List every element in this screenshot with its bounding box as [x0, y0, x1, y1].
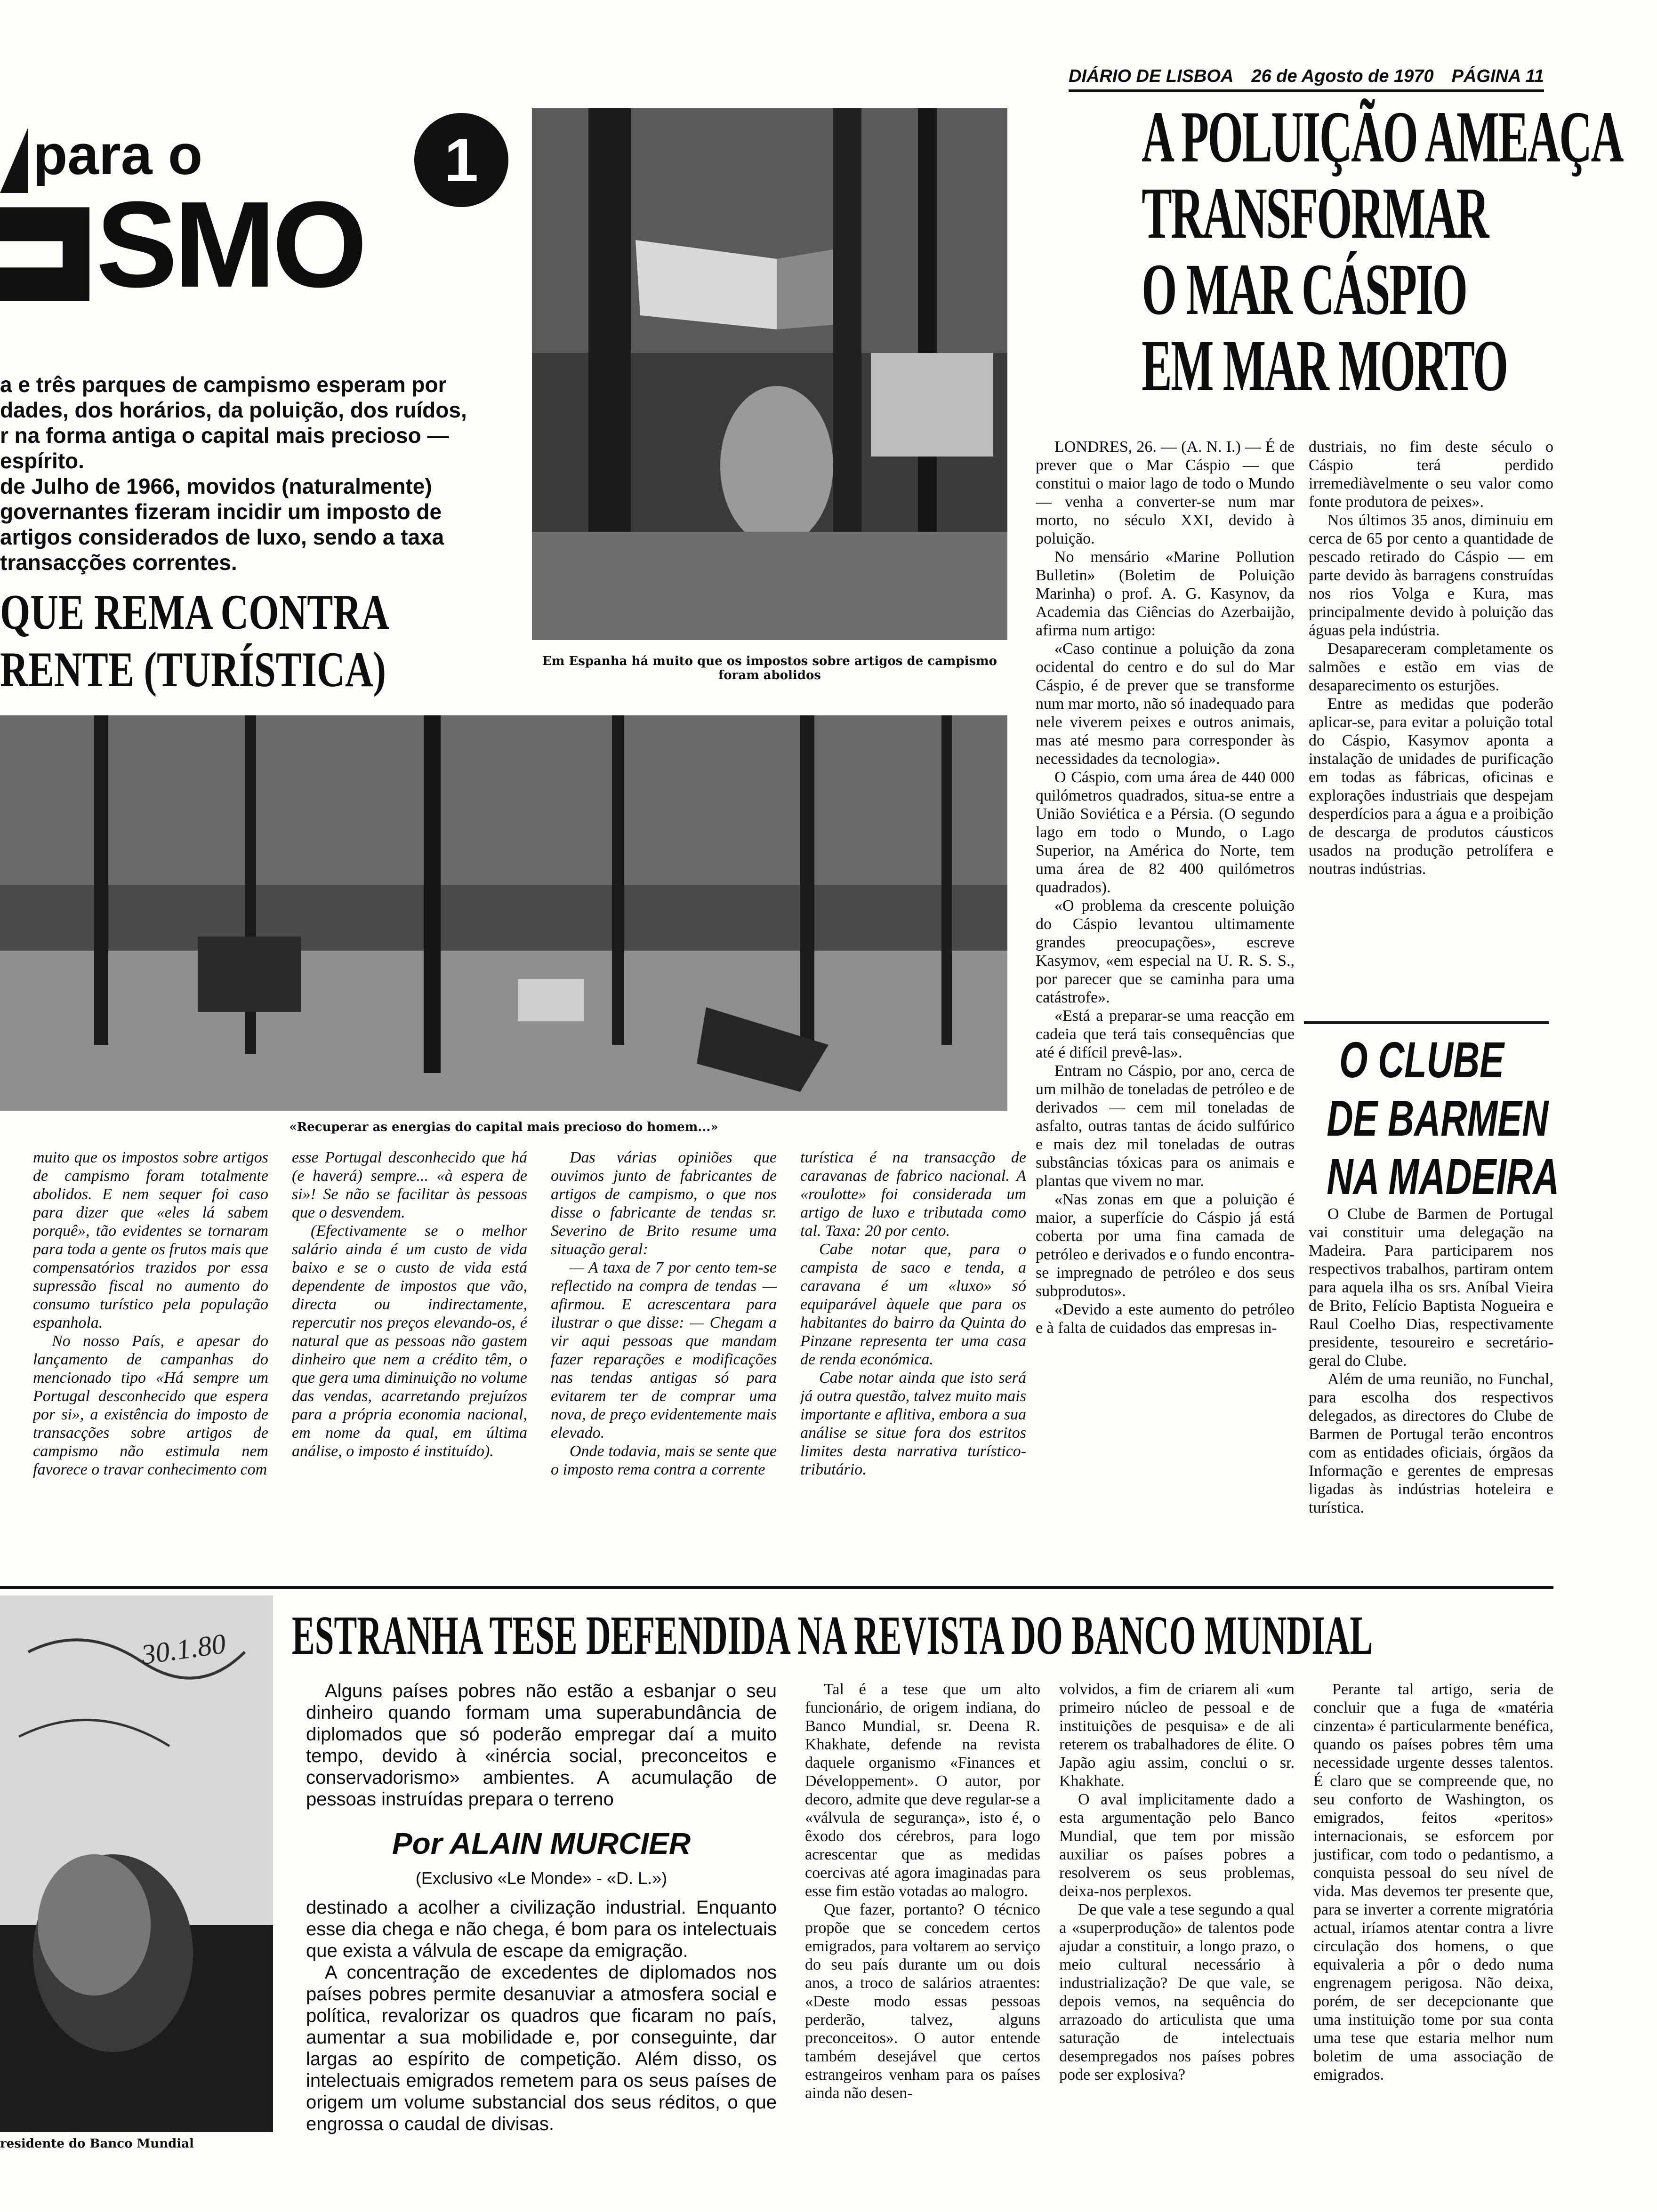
deck-line: artigos considerados de luxo, sendo a taxa — [0, 525, 444, 549]
campismo-col-4: turística é na transacção de caravanas de fabrico nacional. A «roulotte» foi considerada um artigo de luxo e tributada como tal. Taxa: 20 por cento. Cabe notar que, para o campista de saco e tenda, a caravana é um «luxo» só equiparável àquele que para os habitantes do bairro da Quinta do Pinzane representa ter uma casa de renda económica. Cabe notar ainda que isto será já outra questão, talvez muito mais importante e aflitiva, embora a sua análise se situe fora dos estritos limites desta narrativa turístico-tributário. — [800, 1149, 1026, 1478]
caspio-col-2: dustriais, no fim deste século o Cáspio terá perdido irremediàvelmente o seu valor como fonte produtora de peixes». Nos últimos 35 anos, diminuiu em cerca de 65 por cento a quantidade de pescado retirado do Cáspio — em parte devido às barragens construídas nos rios Volga e Kura, mas principalmente devido à poluição das águas pela indústria. Desapareceram completamente os salmões e estão em vias de desaparecimento os esturjões. Entre as medidas que poderão aplicar-se, para evitar a poluição total do Cáspio, Kasymov aponta a instalação de unidades de purificação em todas as fábricas, oficinas e explorações industriais que despejam desperdícios para a água e a proibição de descarga de produtos cáusticos usados na produção petrolífera e noutras indústrias. — [1309, 438, 1553, 878]
deck-line: dades, dos horários, da poluição, dos ruídos, — [0, 398, 467, 422]
exclusive-note: (Exclusivo «Le Monde» - «D. L.») — [415, 1868, 668, 1888]
campismo-kicker — [0, 113, 518, 313]
clube-headline: O CLUBE DE BARMEN NA MADEIRA — [1327, 1031, 1560, 1205]
banco-col-4: Perante tal artigo, seria de concluir que a fuga de «matéria cinzenta» é particularmente benéfica, quando os países pobres têm uma necessidade urgente desses talentos. É claro que se compreende que, no seu conforto de Washington, os emigrados, feitos «peritos» internacionais, se esforcem por justificar, com todo o pedantismo, a conquista pessoal do seu nível de vida. Mas devemos ter presente que, para se inverter a corrente migratória actual, iríamos atentar contra a livre circulação dos homens, o que equivaleria a pôr o dedo numa engrenagem perigosa. Não deixa, porém, de ser decepcionante que uma instituição tome por sua conta uma tese que estaria melhor num boletim de uma associação de emigrados. — [1313, 1681, 1553, 2084]
photo-campsite-forest — [0, 715, 1007, 1111]
masthead — [1069, 60, 1544, 92]
caspio-headline: A POLUIÇÃO AMEAÇA TRANSFORMAR O MAR CÁSPIO EM MAR MORTO — [1142, 96, 1623, 406]
kicker-top: para o — [33, 123, 203, 186]
campismo-col-3: Das várias opiniões que ouvimos junto de fabricantes de artigos de campismo, o que nos disse o fabricante de tendas sr. Severino de Brito resume uma situação geral: — A taxa de 7 por cento tem-se reflectido na compra de tendas — afirmou. E acrescentara para ilustrar o que disse: — Chegam a vir aqui pessoas que mandam fazer reparações e modificações nas tendas antigas só para evitarem ter de comprar uma nova, de preço evidentemente mais elevado. Onde todavia, mais se sente que o imposto rema contra a corrente — [551, 1149, 777, 1478]
deck-line: transacções correntes. — [0, 550, 237, 575]
kicker-main: SMO — [0, 184, 363, 306]
section-divider — [0, 1586, 1553, 1589]
clube-body: O Clube de Barmen de Portugal vai constituir uma delegação na Madeira. Para participarem nos respectivos trabalhos, partiram ontem para aquela ilha os srs. Aníbal Vieira de Brito, Felício Baptista Nogueira e Raul Coelho Dias, respectivamente presidente, tesoureiro e secretário-geral do Clube. Além de uma reunião, no Funchal, para escolha dos respectivos delegados, as directores do Clube de Barmen de Portugal terão encontros com as entidades oficiais, órgãos da Informação e gerentes de empresas ligadas às indústrias hoteleira e turística. — [1309, 1205, 1553, 1516]
caspio-col-1: LONDRES, 26. — (A. N. I.) — É de prever que o Mar Cáspio — que constitui o maior lago de todo o Mundo — venha a converter-se num mar morto, no século XXI, devido à poluição. No mensário «Marine Pollution Bulletin» (Boletim de Poluição Marinha) o prof. A. G. Kasynov, da Academia das Ciências do Azerbaijão, afirma num artigo: «Caso continue a poluição da zona ocidental do centro e do sul do Mar Cáspio, é de prever que se transforme num mar morto, não só inadequado para nele viverem peixes e outros animais, mas até mesmo para corresponder às necessidades da tecnologia». O Cáspio, com uma área de 440 000 quilómetros quadrados, situa-se entre a União Soviética e a Pérsia. (O segundo lago em todo o Mundo, o Lago Superior, na América do Norte, tem uma área de 82 400 quilómetros quadrados). «O problema da crescente poluição do Cáspio levantou ultimamente grandes preocupações», escreve Kasymov, «em especial na U. R. S. S., por parecer que se caminha para uma catástrofe». «Está a preparar-se uma reacção em cadeia que terá tais consequências que até é difícil prevê-las». Entram no Cáspio, por ano, cerca de um milhão de toneladas de petróleo e de derivados — cem mil toneladas de asfalto, outras tantas de ácido sulfúrico e mais dez mil toneladas de outras substâncias tóxicas para os animais e plantas que vivem no mar. «Nas zonas em que a poluição é maior, a superfície do Cáspio já está coberta por uma fina camada de petróleo e derivados e o fundo encontra-se impregnado de petróleo e dos seus subprodutos». «Devido a este aumento do petróleo e à falta de cuidados das empresas in- — [1036, 438, 1295, 1337]
photo-tent-camper — [532, 108, 1007, 640]
byline: Por ALAIN MURCIER — [392, 1827, 691, 1860]
deck-line: r na forma antiga o capital mais precioso — — [0, 423, 449, 448]
banco-lede-continued: destinado a acolher a civilização industrial. Enquanto esse dia chega e não chega, é bom para os intelectuais que exista a válvula de escape da emigração. A concentração de excedentes de diplomados nos países pobres permite desanuviar a atmosfera social e política, revalorizar os quadros que ficaram no país, aumentar a sua mobilidade e, por conseguinte, dar largas ao espírito de competição. Além disso, os intelectuais emigrados remetem para os seus países de origem um volume substancial dos seus réditos, o que engrossa o caudal de divisas. — [306, 1897, 777, 2134]
banco-col-3: volvidos, a fim de criarem ali «um primeiro núcleo de pessoal e de instituições de pesquisa» e de ali reterem os trabalhadores de élite. O Japão agiu assim, conclui o sr. Khakhate. O aval implicitamente dado a esta argumentação pelo Banco Mundial, que tem por missão auxiliar os países pobres a resolverem os seus problemas, deixa-nos perplexos. De que vale a tese segundo a qual a «superprodução» de talentos pode ajudar a constituir, a longo prazo, o meio cultural necessário à industrialização? De que vale, se depois vemos, na sequência do arrazoado do articulista que uma saturação de intelectuais desempregados nos países pobres pode ser explosiva? — [1059, 1681, 1295, 2084]
kicker-wedge — [0, 127, 28, 193]
deck-line: de Julho de 1966, movidos (naturalmente) — [0, 474, 432, 498]
campismo-subhead — [0, 584, 518, 698]
clube-rule — [1304, 1021, 1549, 1024]
deck-line: governantes fizeram incidir um imposto de — [0, 499, 442, 524]
banco-headline: ESTRANHA TESE DEFENDIDA NA REVISTA DO BANCO MUNDIAL — [292, 1604, 1373, 1666]
page-number: PÁGINA 11 — [1451, 66, 1544, 86]
photo-world-bank-official — [0, 1595, 273, 2132]
photo1-caption: Em Espanha há muito que os impostos sobre artigos de campismo foram abolidos — [542, 654, 997, 682]
subhead-line: RENTE (TURÍSTICA) — [0, 642, 386, 697]
campismo-deck — [0, 372, 513, 575]
photo2-caption: «Recuperar as energias do capital mais precioso do homem...» — [289, 1120, 718, 1134]
photo-handwritten-note: 30.1.80 — [139, 1627, 228, 1671]
campismo-col-1: muito que os impostos sobre artigos de campismo foram totalmente abolidos. E nem sequer foi caso para dizer que «eles lá sabem porquê», tão evidentes se tornaram para toda a gente os frutos mais que compensatórios trazidos por essa supressão fiscal no aumento do consumo turístico pela população espanhola. No nosso País, e apesar do lançamento de campanhas do mencionado tipo «Há sempre um Portugal desconhecido que espera por si», a existência do imposto de transacções sobre artigos de campismo não estimula nem favorece o travar conhecimento com — [33, 1149, 268, 1478]
paper-name: DIÁRIO DE LISBOA — [1069, 66, 1234, 86]
banco-photo-caption: residente do Banco Mundial — [0, 2137, 194, 2151]
issue-date: 26 de Agosto de 1970 — [1251, 66, 1434, 86]
campismo-col-2: esse Portugal desconhecido que há (e haverá) sempre... «à espera de si»! Se não se facilitar às pessoas que o desvendem. (Efectivamente se o melhor salário ainda é um custo de vida baixo e se o custo de vida está dependente de impostos que vão, directa ou indirectamente, repercutir nos preços elevando-os, é natural que as pessoas não gastem dinheiro que nem a crédito têm, o que gera uma diminuição no volume das vendas, acarretando prejuízos para a própria economia nacional, em nome da qual, em última análise, o imposto é instituído). — [292, 1149, 527, 1460]
section-number: 1 — [414, 113, 508, 207]
banco-lede: Alguns países pobres não estão a esbanjar o seu dinheiro quando formam uma superabundância de diplomados que só poderão empregar daí a muito tempo, devido à «inércia social, preconceitos e conservadorismo» ambientes. A acumulação de pessoas instruídas prepara o terreno — [306, 1681, 777, 1810]
deck-line: a e três parques de campismo esperam por — [0, 372, 447, 397]
deck-line: espírito. — [0, 449, 84, 473]
banco-col-2: Tal é a tese que um alto funcionário, de origem indiana, do Banco Mundial, sr. Deena R. Khakhate, defende na revista daquele organismo «Finances et Développement». O autor, por decoro, admite que deve regular-se a «válvula de segurança», isto é, o êxodo dos cérebros, para logo acrescentar que as medidas coercivas até agora imaginadas para esse fim estão votadas ao malogro. Que fazer, portanto? O técnico propõe que se concedem certos emigrados, para voltarem ao serviço do seu país durante um ou dois anos, a troco de salários atraentes: «Deste modo essas pessoas perderão, talvez, alguns preconceitos». O autor entende também desejável que certos estrangeiros venham para os países ainda não desen- — [805, 1681, 1040, 2102]
subhead-line: QUE REMA CONTRA — [0, 585, 389, 640]
